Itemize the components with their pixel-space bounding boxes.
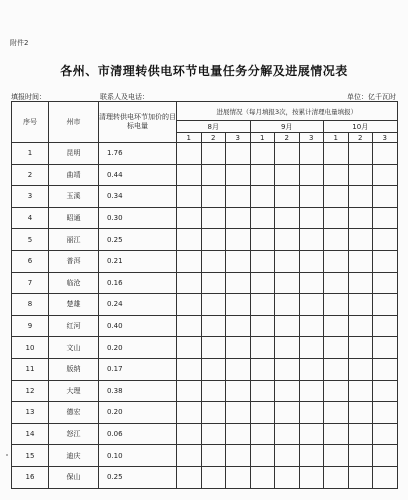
row-city: 丽江 <box>49 229 99 251</box>
progress-cell <box>275 186 300 208</box>
row-target: 0.10 <box>99 445 177 467</box>
header-period: 1 <box>250 133 275 143</box>
progress-cell <box>250 445 275 467</box>
row-seq: 9 <box>12 315 49 337</box>
progress-cell <box>226 337 251 359</box>
row-city: 版纳 <box>49 358 99 380</box>
progress-cell <box>201 207 226 229</box>
row-target: 0.24 <box>99 294 177 316</box>
progress-cell <box>373 272 398 294</box>
progress-cell <box>299 207 324 229</box>
header-month-oct: 10月 <box>324 121 398 133</box>
progress-cell <box>324 315 349 337</box>
progress-cell <box>275 250 300 272</box>
progress-cell <box>348 358 373 380</box>
progress-cell <box>201 423 226 445</box>
progress-cell <box>275 272 300 294</box>
row-seq: 11 <box>12 358 49 380</box>
progress-cell <box>250 186 275 208</box>
progress-cell <box>250 294 275 316</box>
progress-cell <box>201 466 226 488</box>
row-seq: 6 <box>12 250 49 272</box>
progress-cell <box>177 164 202 186</box>
progress-cell <box>177 380 202 402</box>
row-city: 保山 <box>49 466 99 488</box>
progress-cell <box>299 423 324 445</box>
progress-cell <box>250 358 275 380</box>
progress-cell <box>324 337 349 359</box>
progress-cell <box>299 186 324 208</box>
progress-cell <box>324 294 349 316</box>
progress-cell <box>324 143 349 165</box>
progress-cell <box>324 445 349 467</box>
progress-cell <box>201 380 226 402</box>
header-progress: 进展情况（每月填报3次，按累计清理电量填报） <box>177 102 398 121</box>
progress-cell <box>348 337 373 359</box>
progress-cell <box>275 207 300 229</box>
header-period: 1 <box>324 133 349 143</box>
progress-cell <box>348 466 373 488</box>
progress-cell <box>299 402 324 424</box>
progress-cell <box>177 445 202 467</box>
progress-cell <box>348 186 373 208</box>
row-target: 0.38 <box>99 380 177 402</box>
row-city: 大理 <box>49 380 99 402</box>
table-row <box>12 229 398 251</box>
progress-cell <box>177 315 202 337</box>
table-row <box>12 272 398 294</box>
progress-cell <box>226 466 251 488</box>
progress-cell <box>226 207 251 229</box>
progress-cell <box>226 315 251 337</box>
progress-cell <box>201 272 226 294</box>
progress-cell <box>201 143 226 165</box>
progress-cell <box>275 315 300 337</box>
progress-cell <box>373 250 398 272</box>
progress-cell <box>250 229 275 251</box>
progress-cell <box>373 445 398 467</box>
row-target: 0.25 <box>99 466 177 488</box>
progress-cell <box>275 466 300 488</box>
table-row <box>12 337 398 359</box>
progress-cell <box>373 423 398 445</box>
row-target: 1.76 <box>99 143 177 165</box>
progress-cell <box>373 229 398 251</box>
header-target: 清理转供电环节加价的目标电量 <box>99 102 177 143</box>
progress-cell <box>250 143 275 165</box>
progress-cell <box>324 250 349 272</box>
row-seq: 5 <box>12 229 49 251</box>
progress-cell <box>373 466 398 488</box>
fill-time-label: 填报时间： <box>11 93 46 101</box>
progress-cell <box>250 207 275 229</box>
progress-cell <box>373 143 398 165</box>
progress-cell <box>373 337 398 359</box>
progress-cell <box>299 315 324 337</box>
progress-cell <box>250 164 275 186</box>
row-city: 临沧 <box>49 272 99 294</box>
row-seq: 10 <box>12 337 49 359</box>
progress-cell <box>275 402 300 424</box>
progress-cell <box>373 358 398 380</box>
row-target: 0.21 <box>99 250 177 272</box>
progress-cell <box>299 229 324 251</box>
progress-cell <box>250 272 275 294</box>
progress-cell <box>299 358 324 380</box>
progress-cell <box>324 380 349 402</box>
table-row <box>12 250 398 272</box>
progress-cell <box>299 337 324 359</box>
row-city: 普洱 <box>49 250 99 272</box>
header-period: 2 <box>348 133 373 143</box>
progress-cell <box>177 337 202 359</box>
progress-cell <box>324 423 349 445</box>
header-period: 2 <box>201 133 226 143</box>
progress-cell <box>177 466 202 488</box>
progress-cell <box>201 229 226 251</box>
table-row <box>12 358 398 380</box>
row-seq: 2 <box>12 164 49 186</box>
row-city: 德宏 <box>49 402 99 424</box>
progress-cell <box>348 272 373 294</box>
row-target: 0.16 <box>99 272 177 294</box>
header-city: 州市 <box>49 102 99 143</box>
progress-cell <box>201 250 226 272</box>
progress-cell <box>348 294 373 316</box>
progress-cell <box>226 294 251 316</box>
progress-cell <box>275 164 300 186</box>
progress-cell <box>226 402 251 424</box>
table-row <box>12 380 398 402</box>
table-row <box>12 402 398 424</box>
progress-cell <box>348 445 373 467</box>
progress-cell <box>177 229 202 251</box>
table-row <box>12 294 398 316</box>
progress-cell <box>348 164 373 186</box>
row-seq: 15 <box>12 445 49 467</box>
progress-cell <box>348 315 373 337</box>
row-city: 曲靖 <box>49 164 99 186</box>
progress-cell <box>348 402 373 424</box>
unit-label: 单位：亿千瓦时 <box>347 93 396 101</box>
progress-cell <box>373 294 398 316</box>
row-city: 文山 <box>49 337 99 359</box>
table-row <box>12 164 398 186</box>
progress-cell <box>324 272 349 294</box>
row-seq: 13 <box>12 402 49 424</box>
progress-cell <box>250 337 275 359</box>
table-row <box>12 186 398 208</box>
progress-cell <box>226 358 251 380</box>
header-month-aug: 8月 <box>177 121 251 133</box>
progress-cell <box>177 207 202 229</box>
table-row <box>12 445 398 467</box>
progress-cell <box>299 164 324 186</box>
row-city: 玉溪 <box>49 186 99 208</box>
contact-label: 联系人及电话： <box>100 93 149 101</box>
row-target: 0.30 <box>99 207 177 229</box>
progress-cell <box>348 423 373 445</box>
progress-cell <box>348 250 373 272</box>
progress-cell <box>348 380 373 402</box>
progress-cell <box>373 164 398 186</box>
progress-cell <box>324 229 349 251</box>
row-seq: 12 <box>12 380 49 402</box>
progress-cell <box>348 229 373 251</box>
header-period: 2 <box>275 133 300 143</box>
progress-cell <box>250 402 275 424</box>
progress-cell <box>275 445 300 467</box>
progress-cell <box>201 315 226 337</box>
row-target: 0.06 <box>99 423 177 445</box>
progress-cell <box>275 143 300 165</box>
progress-cell <box>250 466 275 488</box>
progress-cell <box>201 294 226 316</box>
row-target: 0.20 <box>99 337 177 359</box>
header-period: 3 <box>299 133 324 143</box>
progress-cell <box>373 380 398 402</box>
progress-cell <box>226 143 251 165</box>
table-row <box>12 207 398 229</box>
progress-cell <box>201 358 226 380</box>
progress-cell <box>275 337 300 359</box>
progress-cell <box>299 466 324 488</box>
progress-cell <box>226 445 251 467</box>
progress-cell <box>324 207 349 229</box>
progress-cell <box>201 402 226 424</box>
table-row <box>12 466 398 488</box>
row-target: 0.34 <box>99 186 177 208</box>
row-city: 怒江 <box>49 423 99 445</box>
header-period: 3 <box>373 133 398 143</box>
row-target: 0.25 <box>99 229 177 251</box>
row-city: 红河 <box>49 315 99 337</box>
row-seq: 1 <box>12 143 49 165</box>
progress-cell <box>324 466 349 488</box>
progress-cell <box>250 315 275 337</box>
progress-cell <box>250 250 275 272</box>
progress-cell <box>373 207 398 229</box>
row-city: 昭通 <box>49 207 99 229</box>
progress-cell <box>201 164 226 186</box>
progress-cell <box>324 402 349 424</box>
row-city: 昆明 <box>49 143 99 165</box>
progress-cell <box>373 315 398 337</box>
progress-cell <box>324 186 349 208</box>
table-row <box>12 423 398 445</box>
row-seq: 14 <box>12 423 49 445</box>
progress-cell <box>177 186 202 208</box>
row-seq: 7 <box>12 272 49 294</box>
progress-cell <box>299 445 324 467</box>
row-seq: 4 <box>12 207 49 229</box>
scan-mark <box>6 454 8 456</box>
header-seq: 序号 <box>12 102 49 143</box>
row-seq: 3 <box>12 186 49 208</box>
progress-cell <box>201 337 226 359</box>
progress-cell <box>275 294 300 316</box>
row-city: 迪庆 <box>49 445 99 467</box>
header-month-sep: 9月 <box>250 121 324 133</box>
progress-cell <box>348 207 373 229</box>
progress-cell <box>226 186 251 208</box>
progress-cell <box>226 272 251 294</box>
progress-cell <box>177 423 202 445</box>
task-table <box>11 101 398 489</box>
header-period: 1 <box>177 133 202 143</box>
table-row <box>12 315 398 337</box>
progress-cell <box>373 402 398 424</box>
progress-cell <box>275 380 300 402</box>
progress-cell <box>324 358 349 380</box>
progress-cell <box>177 272 202 294</box>
row-target: 0.17 <box>99 358 177 380</box>
row-target: 0.40 <box>99 315 177 337</box>
progress-cell <box>177 402 202 424</box>
progress-cell <box>324 164 349 186</box>
row-seq: 16 <box>12 466 49 488</box>
progress-cell <box>226 229 251 251</box>
table-row <box>12 143 398 165</box>
progress-cell <box>177 143 202 165</box>
progress-cell <box>299 294 324 316</box>
row-city: 楚雄 <box>49 294 99 316</box>
row-seq: 8 <box>12 294 49 316</box>
progress-cell <box>201 186 226 208</box>
progress-cell <box>226 423 251 445</box>
progress-cell <box>348 143 373 165</box>
progress-cell <box>226 164 251 186</box>
progress-cell <box>250 423 275 445</box>
attachment-label: 附件2 <box>10 39 29 47</box>
progress-cell <box>275 423 300 445</box>
progress-cell <box>299 250 324 272</box>
row-target: 0.20 <box>99 402 177 424</box>
progress-cell <box>177 294 202 316</box>
progress-cell <box>299 380 324 402</box>
progress-cell <box>275 229 300 251</box>
progress-cell <box>226 380 251 402</box>
progress-cell <box>226 250 251 272</box>
progress-cell <box>201 445 226 467</box>
progress-cell <box>373 186 398 208</box>
progress-cell <box>177 250 202 272</box>
progress-cell <box>177 358 202 380</box>
header-period: 3 <box>226 133 251 143</box>
row-target: 0.44 <box>99 164 177 186</box>
progress-cell <box>299 143 324 165</box>
document-title: 各州、市清理转供电环节电量任务分解及进展情况表 <box>60 64 348 78</box>
progress-cell <box>275 358 300 380</box>
progress-cell <box>250 380 275 402</box>
progress-cell <box>299 272 324 294</box>
